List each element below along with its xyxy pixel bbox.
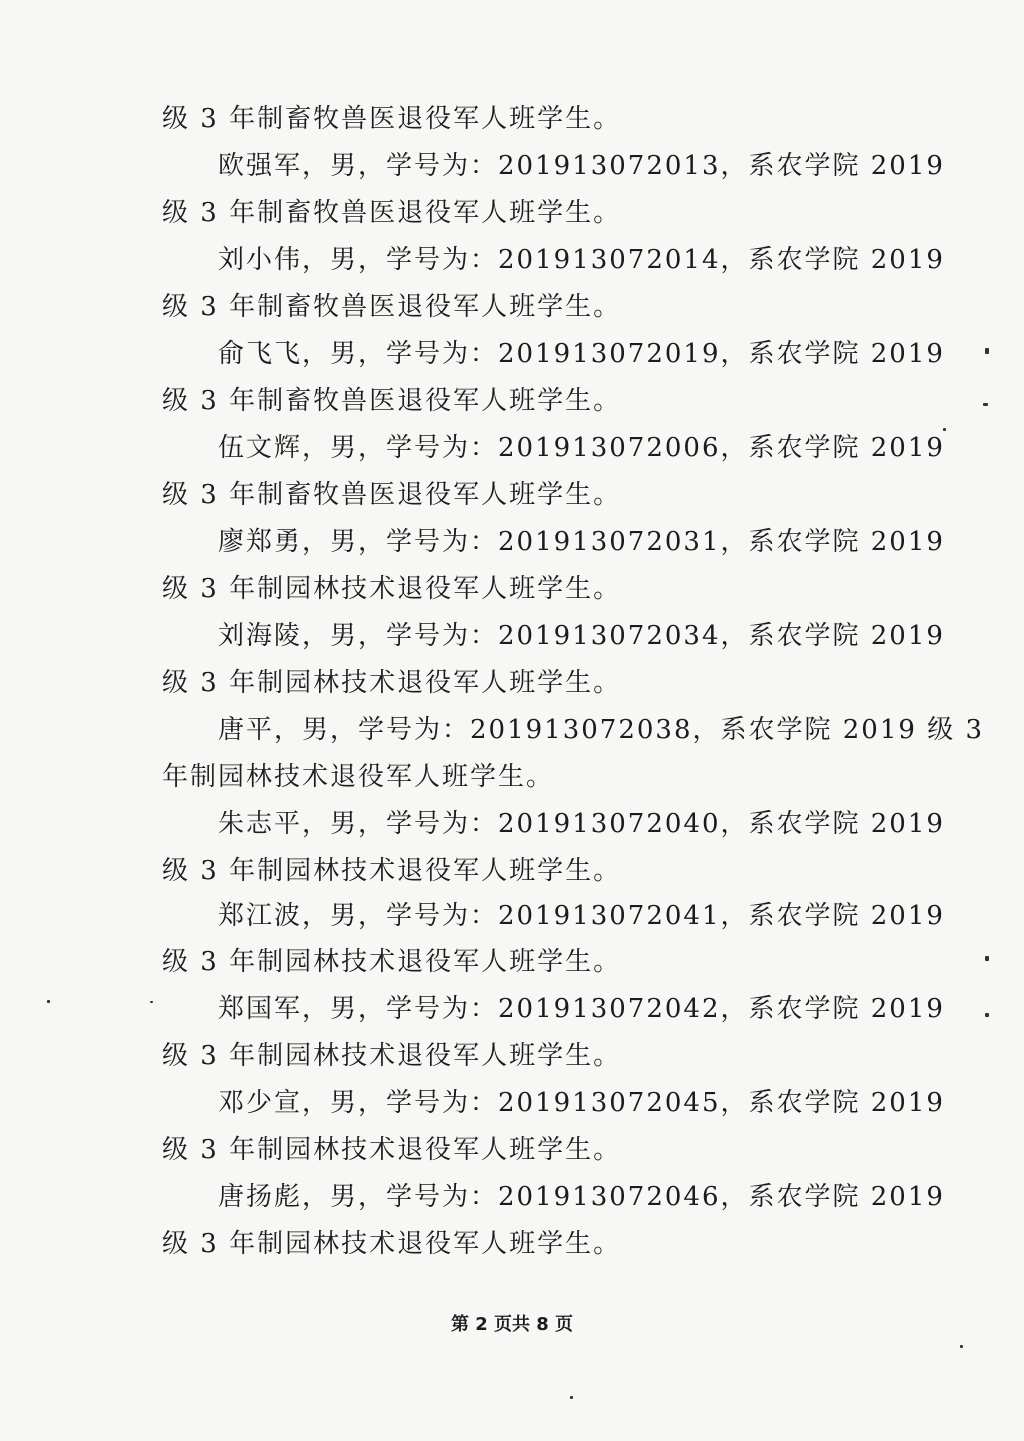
text-line: 级 3 年制畜牧兽医退役军人班学生。 <box>162 292 622 322</box>
text-line: 级 3 年制园林技术退役军人班学生。 <box>162 1135 622 1165</box>
text-line: 俞飞飞，男，学号为：201913072019，系农学院 2019 <box>218 339 945 369</box>
text-line: 刘海陵，男，学号为：201913072034，系农学院 2019 <box>218 621 945 651</box>
scan-speck <box>943 428 946 431</box>
text-line: 级 3 年制畜牧兽医退役军人班学生。 <box>162 386 622 416</box>
text-line: 级 3 年制畜牧兽医退役军人班学生。 <box>162 198 622 228</box>
text-line: 邓少宣，男，学号为：201913072045，系农学院 2019 <box>218 1088 945 1118</box>
text-line: 郑国军，男，学号为：201913072042，系农学院 2019 <box>218 994 945 1024</box>
scan-speck <box>985 956 989 961</box>
text-line: 级 3 年制畜牧兽医退役军人班学生。 <box>162 480 622 510</box>
text-line: 欧强军，男，学号为：201913072013，系农学院 2019 <box>218 151 945 181</box>
text-line: 级 3 年制畜牧兽医退役军人班学生。 <box>162 104 622 134</box>
text-line: 年制园林技术退役军人班学生。 <box>162 762 555 792</box>
text-line: 级 3 年制园林技术退役军人班学生。 <box>162 947 622 977</box>
text-line: 刘小伟，男，学号为：201913072014，系农学院 2019 <box>218 245 945 275</box>
text-line: 级 3 年制园林技术退役军人班学生。 <box>162 668 622 698</box>
scan-speck <box>960 1345 963 1348</box>
scan-speck <box>985 1013 989 1017</box>
scan-speck <box>150 1001 153 1003</box>
text-line: 级 3 年制园林技术退役军人班学生。 <box>162 856 622 886</box>
text-line: 级 3 年制园林技术退役军人班学生。 <box>162 574 622 604</box>
scan-speck <box>47 1000 50 1003</box>
scan-speck <box>570 1396 573 1399</box>
text-line: 级 3 年制园林技术退役军人班学生。 <box>162 1229 622 1259</box>
scan-speck <box>985 348 989 354</box>
scan-speck <box>983 403 988 406</box>
text-line: 唐扬彪，男，学号为：201913072046，系农学院 2019 <box>218 1182 945 1212</box>
text-line: 唐平，男，学号为：201913072038，系农学院 2019 级 3 <box>218 715 985 745</box>
text-line: 级 3 年制园林技术退役军人班学生。 <box>162 1041 622 1071</box>
page-number: 第 2 页共 8 页 <box>450 1314 574 1335</box>
text-line: 郑江波，男，学号为：201913072041，系农学院 2019 <box>218 901 945 931</box>
text-line: 伍文辉，男，学号为：201913072006，系农学院 2019 <box>218 433 945 463</box>
text-line: 朱志平，男，学号为：201913072040，系农学院 2019 <box>218 809 945 839</box>
text-line: 廖郑勇，男，学号为：201913072031，系农学院 2019 <box>218 527 945 557</box>
